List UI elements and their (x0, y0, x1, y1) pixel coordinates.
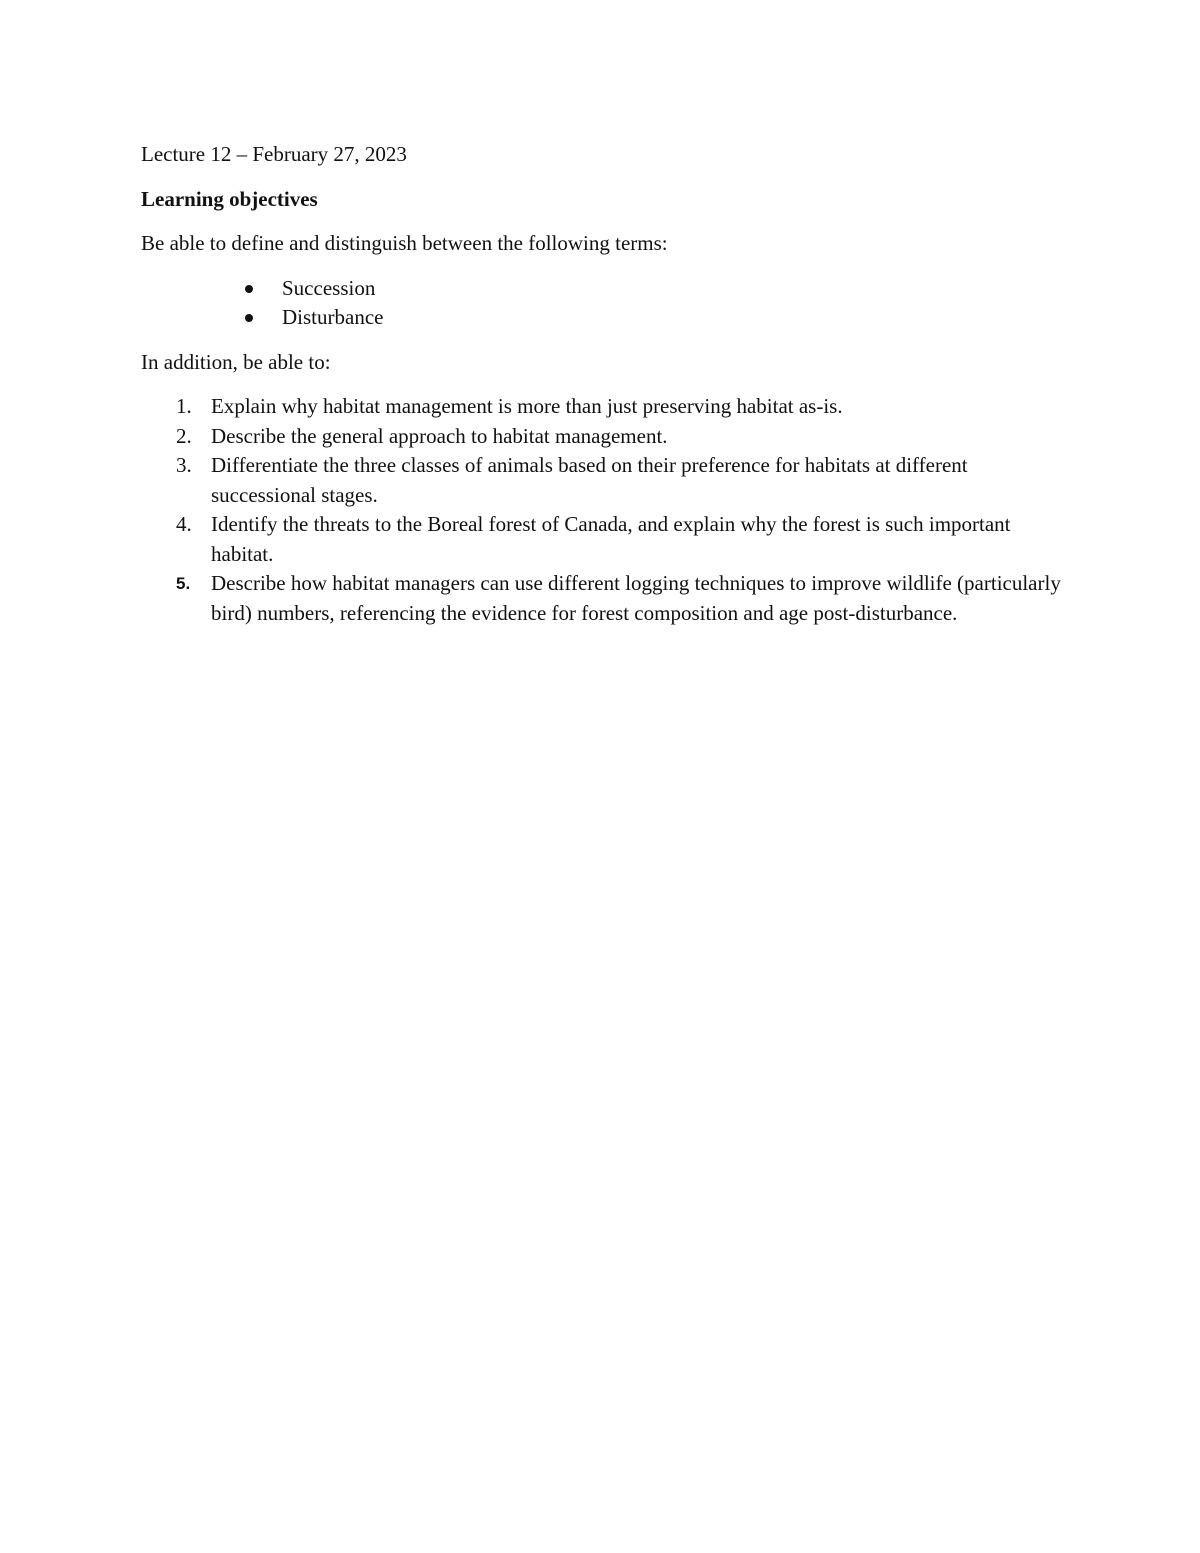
addition-intro: In addition, be able to: (141, 349, 331, 374)
objective-number: 2. (176, 423, 192, 448)
list-item (176, 422, 1076, 452)
bullet-icon (245, 314, 253, 322)
bullet-icon (245, 285, 253, 293)
terms-list (141, 274, 1081, 333)
objective-text: Differentiate the three classes of animals based on their preference for habitats at different successional stages. (211, 453, 968, 507)
list-item (176, 569, 1076, 628)
list-item (241, 274, 1081, 304)
objectives-list (141, 392, 1076, 628)
terms-intro: Be able to define and distinguish between the following terms: (141, 231, 668, 255)
objective-number: 3. (176, 453, 192, 477)
term-label: Disturbance (282, 305, 384, 329)
objective-text: Describe how habitat managers can use different logging techniques to improve wildlife (particularly bird) numbers, referencing the evidence for forest composition and age post-disturbance. (211, 571, 1061, 625)
list-item (241, 303, 1081, 333)
term-label: Succession (282, 275, 376, 300)
objective-text: Describe the general approach to habitat management. (211, 423, 668, 448)
list-item (176, 392, 1076, 422)
lecture-title: Lecture 12 – February 27, 2023 (141, 142, 407, 166)
objective-number: 1. (176, 394, 192, 418)
document-body (141, 140, 1081, 628)
objective-text: Explain why habitat management is more than just preserving habitat as-is. (211, 394, 843, 418)
list-item (176, 451, 1076, 510)
objective-number: 4. (176, 512, 192, 536)
objective-number: 5. (176, 574, 191, 593)
section-heading: Learning objectives (141, 186, 318, 211)
objective-text: Identify the threats to the Boreal forest of Canada, and explain why the forest is such important habitat. (211, 512, 1011, 566)
list-item (176, 510, 1076, 569)
